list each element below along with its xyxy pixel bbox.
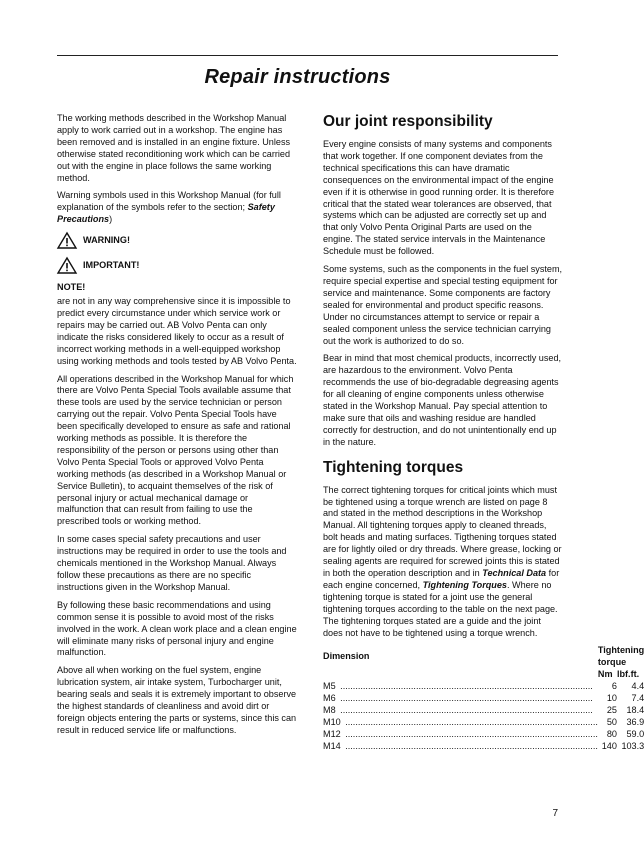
table-row (323, 705, 644, 717)
dimension-cell: M10 (323, 716, 341, 727)
technical-data-ref: Technical Data (482, 568, 547, 578)
cleanliness-paragraph: Above all when working on the fuel system, engine lubrication system, air intake system, Turbocharger unit, bearing seals and seals it is extremely important to observe the highest standards of cleanliness and avoid dirt or foreign objects entering the parts or systems, since this can result in reduced service life or malfunctions. (57, 665, 297, 735)
dot-leader: .................................................................................................... (337, 693, 593, 704)
special-tools-paragraph: All operations described in the Workshop Manual for which there are Volvo Penta Special Tools available assume that these tools are used by the service technician or person carrying out the repair. Volvo Penta Special Tools have been specifically developed to ensure as safe and rational working methods as possible. It is therefore the responsibility of the person or persons using other than Volvo Penta Special Tools or approved Volvo Penta working methods (as described in a Workshop Manual or Service Bulletin), to acquaint themselves of the risk of personal injury or actual mechanical damage or malfunction that can result from failing to use the prescribed tools or working method. (57, 373, 294, 527)
nm-cell: 10 (606, 693, 617, 704)
dimension-cell: M8 (323, 704, 336, 715)
dimension-cell: M12 (323, 728, 341, 739)
table-row (323, 729, 644, 741)
page-title: Repair instructions (204, 66, 391, 88)
dot-leader: .................................................................................................... (342, 716, 598, 727)
right-column (323, 113, 644, 753)
nm-cell: 6 (611, 681, 617, 692)
nm-cell: 140 (601, 740, 617, 751)
intro-paragraph: The working methods described in the Workshop Manual apply to work carried out in a workshop. The engine has been removed and is installed in an engine fixture. Unless otherwise stated reconditioning work which can be carried out with the engine in place follows the same working method. (57, 113, 291, 183)
warning-triangle-icon (57, 232, 77, 249)
lbf-cell: 7.4 (631, 693, 644, 704)
disclaimer-paragraph: are not in any way comprehensive since it is impossible to predict every circumstance under which service work or repairs may be carried out. AB Volvo Penta can only indicate the risks considered likely to occur as a result of incorrect working methods in a well-equipped workshop using working methods and tools tested by AB Volvo Penta. (57, 296, 297, 366)
precautions-paragraph: In some cases special safety precautions and user instructions may be required in order to use the tools and chemicals mentioned in the Workshop Manual. Always follow these precautions as there are no specific instructions given in the Workshop Manual. (57, 534, 287, 592)
lbf-cell: 59.0 (626, 728, 644, 739)
lbf-cell: 4.4 (631, 681, 644, 692)
note-label: NOTE! (57, 282, 86, 293)
joint-paragraph-2: Some systems, such as the components in the fuel system, require special expertise and special testing equipment for service and maintenance. Some components are factory sealed for environmental and product specific reasons. Under no circumstances attempt to service or repair a sealed component unless the service technician carrying out the work is authorized to do so. (323, 264, 563, 346)
warning-label: WARNING! (83, 234, 130, 245)
unit-lbf: lbf.ft. (616, 669, 640, 680)
unit-nm: Nm (597, 669, 613, 680)
table-row (323, 741, 644, 753)
tightening-torques-ref: Tightening Torques (422, 579, 507, 590)
column-header-dimension: Dimension (323, 651, 370, 662)
dot-leader: .................................................................................................... (342, 740, 598, 751)
important-symbol (57, 257, 297, 274)
lbf-cell: 18.4 (626, 704, 644, 715)
table-row (323, 681, 644, 693)
joint-paragraph-3: Bear in mind that most chemical products, incorrectly used, are hazardous to the environment. Volvo Penta recommends the use of bio-degradable degreasing agents for all cleaning of engine components unless otherwise stated in the Workshop Manual. Pay special attention to make sure that oils and washing residue are handled correctly for destruction, and do not unintentionally end up in the nature. (323, 353, 562, 447)
torque-table (323, 645, 644, 752)
table-row (323, 717, 644, 729)
lbf-cell: 36.9 (626, 716, 644, 727)
warning-symbols-paragraph: Warning symbols used in this Workshop Manual (for full explanation of the symbols refer to the section; Safety Precautions) (57, 190, 281, 225)
dot-leader: .................................................................................................... (337, 704, 593, 715)
recommendations-paragraph: By following these basic recommendations and using common sense it is possible to avoid most of the risks involved in the work. A clean work place and a clean engine will eliminate many risks of personal injury and engine malfunction. (57, 599, 297, 658)
dot-leader: .................................................................................................... (337, 681, 593, 692)
torque-rows (323, 681, 644, 752)
left-column (57, 113, 297, 743)
warning-symbol (57, 232, 297, 249)
table-row (323, 693, 644, 705)
joint-responsibility-heading: Our joint responsibility (323, 113, 493, 130)
dimension-cell: M6 (323, 693, 336, 704)
nm-cell: 50 (606, 716, 617, 727)
nm-cell: 80 (606, 728, 617, 739)
important-label: IMPORTANT! (83, 259, 140, 270)
header-rule (57, 55, 558, 56)
joint-paragraph-1: Every engine consists of many systems and components that work together. If one component deviates from the technical specifications this can have dramatic consequences on the environmental impact of the engine even if it is otherwise in good running order. It is therefore critical that the stated wear tolerances are observed, that systems which can be adjusted are correctly set up and that only Volvo Penta Original Parts are used on the engine. The stated service intervals in the Maintenance Schedule must be followed. (323, 139, 555, 257)
tightening-torques-heading: Tightening torques (323, 458, 464, 476)
warning-triangle-icon (57, 257, 77, 274)
safety-precautions-ref: Safety Precautions (57, 202, 275, 225)
lbf-cell: 103.3 (621, 740, 644, 751)
nm-cell: 25 (606, 704, 617, 715)
dimension-cell: M14 (323, 740, 341, 751)
column-header-tightening: Tightening torque (597, 645, 644, 668)
page-number: 7 (552, 808, 558, 819)
dimension-cell: M5 (323, 681, 336, 692)
torque-paragraph: The correct tightening torques for critical joints which must be tightened using a torque wrench are listed on page 8 and stated in the method descriptions in the Workshop Manual. All tightening torques apply to cleaned threads, bolt heads and mating surfaces. Tigthening torques stated are for lightly oiled or dry threads. Where grease, locking or sealing agents are required for screwed joints this is stated in both the operation description and in Technical Data for each engine concerned, Tightening Torques. Where no tightening torque is stated for a joint use the general tightening torques according to the table on the next page. The tightening torques stated are a guide and the joint does not have to be tightened using a torque wrench. (323, 484, 562, 638)
dot-leader: .................................................................................................... (342, 728, 598, 739)
